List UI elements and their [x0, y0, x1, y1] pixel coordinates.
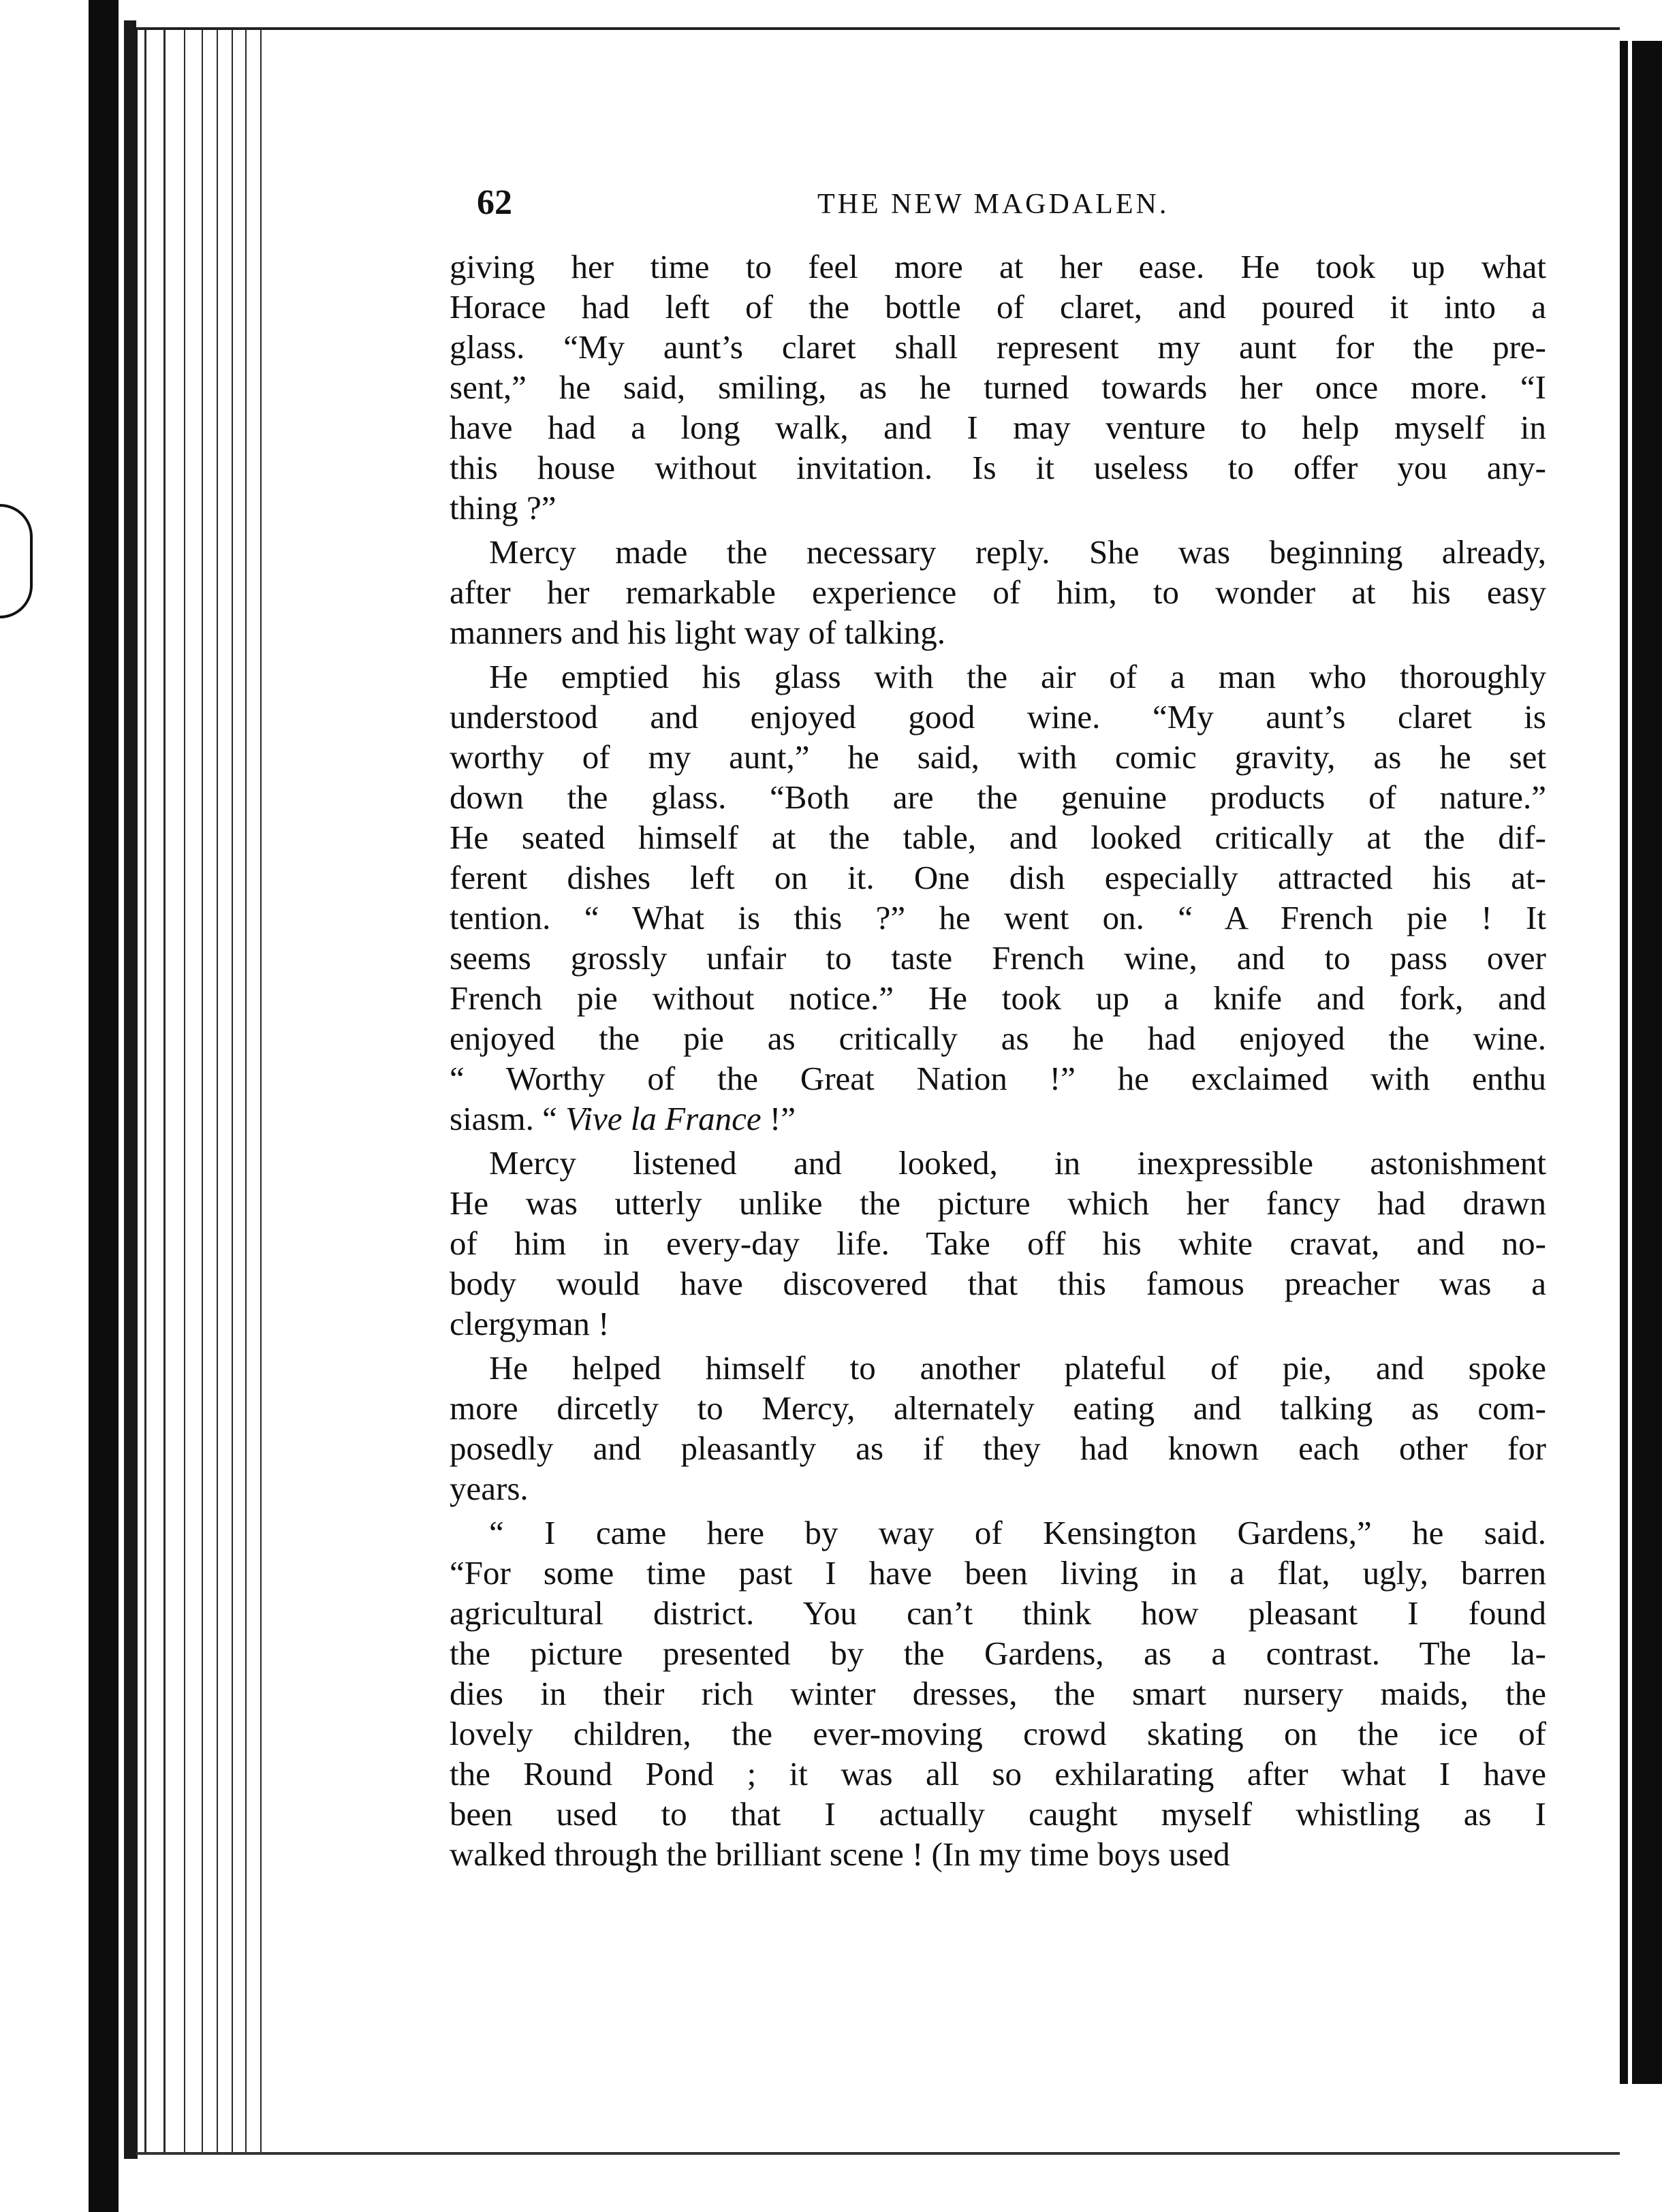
paragraph: [450, 247, 1546, 528]
text-line: glass. “My aunt’s claret shall represent my aunt for the pre-: [450, 328, 1546, 366]
running-title: THE NEW MAGDALEN.: [817, 189, 1170, 220]
paragraph: [450, 1513, 1546, 1874]
binding-dark-edge-inner: [124, 20, 138, 2159]
text-line: posedly and pleasantly as if they had known each other for: [450, 1429, 1546, 1467]
text-line: enjoyed the pie as critically as he had enjoyed the wine.: [450, 1020, 1546, 1057]
running-head: [450, 170, 1546, 232]
text-line: worthy of my aunt,” he said, with comic gravity, as he set: [450, 738, 1546, 776]
text-line: the Round Pond ; it was all so exhilarating after what I have: [450, 1755, 1546, 1792]
paragraph: [450, 532, 1546, 652]
text-line: thing ?”: [450, 489, 556, 526]
paragraph: [450, 1143, 1546, 1344]
body-text: [450, 247, 1546, 1874]
text-line: [450, 1099, 1546, 1139]
scan-left-margin: [0, 0, 95, 2212]
text-line: ferent dishes left on it. One dish especially attracted his at-: [450, 859, 1546, 896]
page-bottom-edge: [136, 2152, 1620, 2155]
clip-mark: [0, 504, 33, 618]
page-stack-edges: [136, 27, 272, 2152]
text-line: French pie without notice.” He took up a knife and fork, and: [450, 979, 1546, 1017]
text-line: the picture presented by the Gardens, as a contrast. The la-: [450, 1634, 1546, 1672]
text-line: been used to that I actually caught myself whistling as I: [450, 1795, 1546, 1833]
text-line: manners and his light way of talking.: [450, 614, 946, 651]
page-top-edge: [136, 0, 1620, 30]
text-line: He helped himself to another plateful of pie, and spoke: [489, 1349, 1546, 1387]
text-run: siasm. “: [450, 1100, 566, 1137]
text-line: seems grossly unfair to taste French wine, and to pass over: [450, 939, 1546, 977]
paragraph: [450, 657, 1546, 1139]
text-line: Mercy listened and looked, in inexpressible astonishment: [489, 1144, 1546, 1182]
page-number: 62: [477, 183, 512, 222]
text-line: He was utterly unlike the picture which her fancy had drawn: [450, 1184, 1546, 1222]
text-line: agricultural district. You can’t think how pleasant I found: [450, 1594, 1546, 1632]
text-line: down the glass. “Both are the genuine products of nature.”: [450, 778, 1546, 816]
book-page: [450, 170, 1546, 1878]
text-line: more dircetly to Mercy, alternately eating and talking as com-: [450, 1389, 1546, 1427]
text-line: sent,” he said, smiling, as he turned towards her once more. “I: [450, 368, 1546, 406]
italic-phrase: Vive la France: [565, 1100, 762, 1137]
text-line: of him in every-day life. Take off his white cravat, and no-: [450, 1224, 1546, 1262]
text-line: Mercy made the necessary reply. She was beginning already,: [489, 533, 1546, 571]
text-line: giving her time to feel more at her ease. He took up what: [450, 248, 1546, 285]
text-line: lovely children, the ever-moving crowd skating on the ice of: [450, 1715, 1546, 1752]
text-line: clergyman !: [450, 1305, 610, 1342]
text-line: body would have discovered that this famous preacher was a: [450, 1265, 1546, 1302]
text-line: “ I came here by way of Kensington Gardens,” he said.: [489, 1514, 1546, 1551]
text-line: “ Worthy of the Great Nation !” he exclaimed with enthu: [450, 1060, 1546, 1097]
text-line: this house without invitation. Is it useless to offer you any-: [450, 449, 1546, 486]
text-line: years.: [450, 1470, 529, 1507]
text-line: walked through the brilliant scene ! (In my time boys used: [450, 1835, 1230, 1873]
text-line: He emptied his glass with the air of a man who thoroughly: [489, 658, 1546, 695]
scan-right-margin: [1620, 41, 1662, 2084]
text-line: after her remarkable experience of him, to wonder at his easy: [450, 573, 1546, 611]
paragraph: [450, 1348, 1546, 1508]
text-line: Horace had left of the bottle of claret, and poured it into a: [450, 288, 1546, 326]
text-line: “For some time past I have been living in a flat, ugly, barren: [450, 1554, 1546, 1592]
text-line: understood and enjoyed good wine. “My aunt’s claret is: [450, 698, 1546, 736]
binding-dark-edge: [89, 0, 119, 2212]
text-line: have had a long walk, and I may venture to help myself in: [450, 409, 1546, 446]
text-run: !”: [761, 1100, 796, 1137]
text-line: He seated himself at the table, and looked critically at the dif-: [450, 819, 1546, 856]
text-line: dies in their rich winter dresses, the smart nursery maids, the: [450, 1675, 1546, 1712]
text-line: tention. “ What is this ?” he went on. “ A French pie ! It: [450, 899, 1546, 936]
